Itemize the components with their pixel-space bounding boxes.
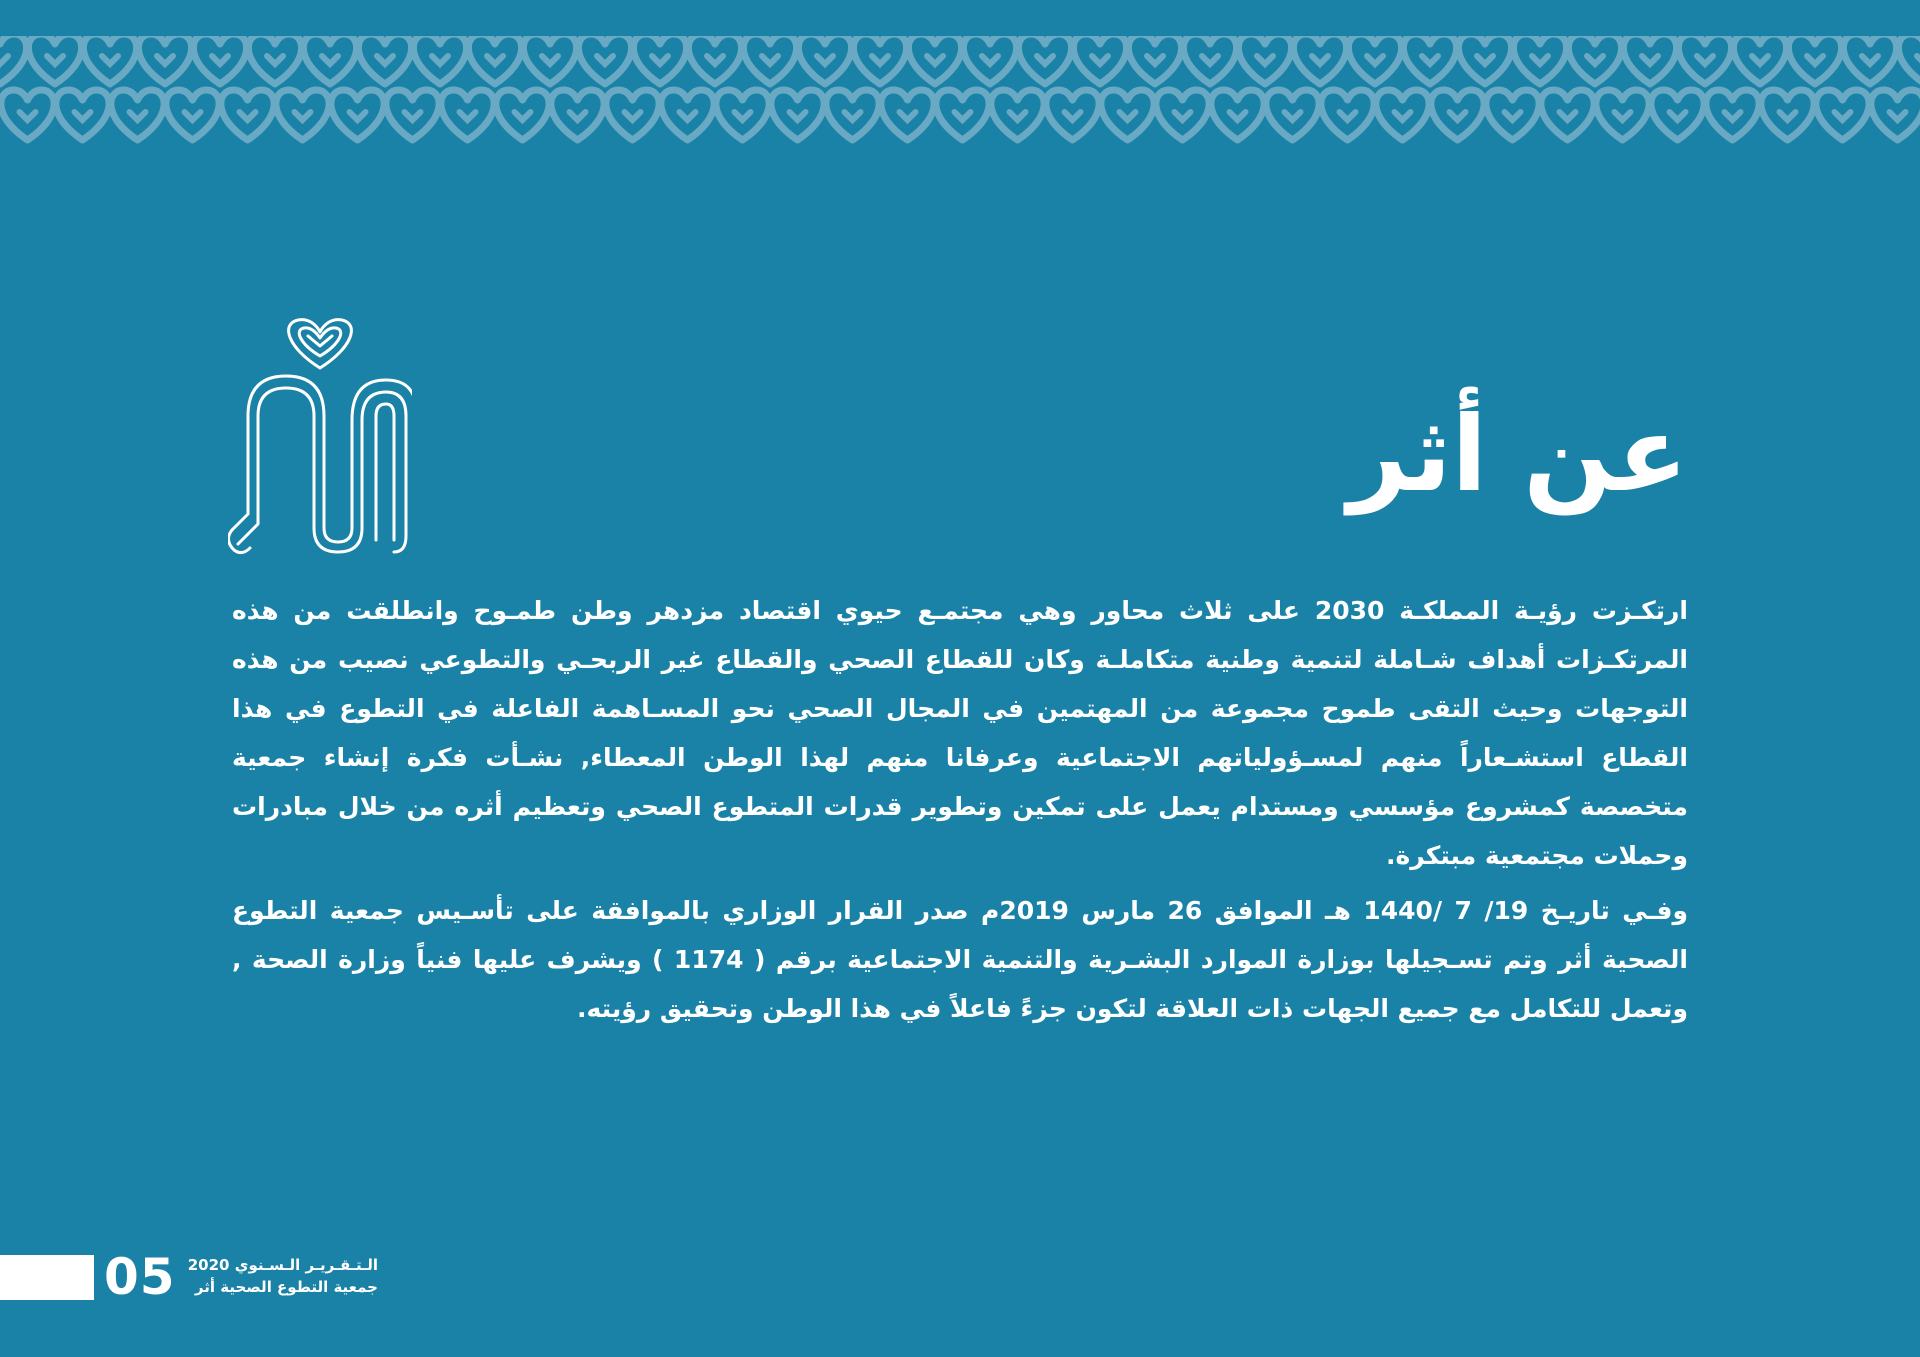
pattern-chevron xyxy=(790,112,806,120)
pattern-heart xyxy=(1706,90,1759,140)
pattern-chevron xyxy=(817,56,833,64)
pattern-chevron xyxy=(212,56,228,64)
pattern-chevron xyxy=(1092,56,1108,64)
pattern-heart xyxy=(386,90,439,140)
pattern-heart xyxy=(1816,90,1869,140)
pattern-heart xyxy=(1,90,54,140)
pattern-chevron xyxy=(1615,112,1631,120)
pattern-chevron xyxy=(1862,56,1878,64)
pattern-chevron xyxy=(295,112,311,120)
pattern-heart xyxy=(1046,90,1099,140)
about-body xyxy=(232,586,1688,1039)
pattern-heart xyxy=(1486,90,1539,140)
pattern-chevron xyxy=(597,56,613,64)
pattern-heart xyxy=(936,90,989,140)
page-title: عن أثر xyxy=(1347,393,1688,515)
pattern-chevron xyxy=(570,112,586,120)
pattern-heart xyxy=(881,90,934,140)
paragraph-founding: وفـي تاريـخ 19/ 7 /1440 هـ الموافق 26 مارس 2019م صدر القرار الوزاري بالموافقة على تأسـيس جمعية التطوع الصحية أثر وتم تسـجيلها بوزارة الموارد البشـرية والتنمية الاجتماعية برقم ( 1174 ) ويشرف عليها فنياً وزارة الصحة , وتعمل للتكامل مع جميع الجهات ذات العلاقة لتكون جزءً فاعلاً في هذا الوطن وتحقيق رؤيته. xyxy=(232,896,1688,1023)
pattern-chevron xyxy=(1010,112,1026,120)
pattern-chevron xyxy=(1505,112,1521,120)
pattern-chevron xyxy=(625,112,641,120)
pattern-heart xyxy=(276,90,329,140)
pattern-chevron xyxy=(1532,56,1548,64)
pattern-chevron xyxy=(1670,112,1686,120)
pattern-heart xyxy=(826,90,879,140)
pattern-chevron xyxy=(1230,112,1246,120)
pattern-chevron xyxy=(982,56,998,64)
pattern-heart xyxy=(1101,90,1154,140)
pattern-chevron xyxy=(1147,56,1163,64)
pattern-chevron xyxy=(1257,56,1273,64)
pattern-heart xyxy=(1596,90,1649,140)
pattern-heart xyxy=(166,90,219,140)
pattern-chevron xyxy=(680,112,696,120)
pattern-chevron xyxy=(432,56,448,64)
footer-bar xyxy=(0,1255,94,1300)
pattern-chevron xyxy=(1642,56,1658,64)
pattern-heart xyxy=(1761,90,1814,140)
pattern-heart xyxy=(56,90,109,140)
pattern-chevron xyxy=(927,56,943,64)
pattern-chevron xyxy=(350,112,366,120)
pattern-chevron xyxy=(1120,112,1136,120)
pattern-chevron xyxy=(735,112,751,120)
pattern-chevron xyxy=(542,56,558,64)
org-name: جمعية التطوع الصحية أثر xyxy=(194,1278,378,1296)
pattern-chevron xyxy=(1835,112,1851,120)
pattern-chevron xyxy=(1725,112,1741,120)
pattern-chevron xyxy=(1587,56,1603,64)
pattern-chevron xyxy=(130,112,146,120)
pattern-heart xyxy=(1211,90,1264,140)
pattern-chevron xyxy=(1312,56,1328,64)
heart-chevron-pattern-icon xyxy=(0,36,1920,146)
pattern-heart xyxy=(1321,90,1374,140)
pattern-chevron xyxy=(707,56,723,64)
pattern-chevron xyxy=(1037,56,1053,64)
pattern-heart xyxy=(1431,90,1484,140)
pattern-chevron xyxy=(405,112,421,120)
pattern-chevron xyxy=(1807,56,1823,64)
pattern-chevron xyxy=(1890,112,1906,120)
pattern-chevron xyxy=(1202,56,1218,64)
pattern-chevron xyxy=(1477,56,1493,64)
pattern-heart xyxy=(771,90,824,140)
pattern-chevron xyxy=(157,56,173,64)
pattern-chevron xyxy=(762,56,778,64)
pattern-chevron xyxy=(1780,112,1796,120)
pattern-chevron xyxy=(1422,56,1438,64)
pattern-heart xyxy=(1541,90,1594,140)
pattern-heart xyxy=(331,90,384,140)
pattern-chevron xyxy=(47,56,63,64)
pattern-heart xyxy=(111,90,164,140)
pattern-chevron xyxy=(515,112,531,120)
pattern-chevron xyxy=(955,112,971,120)
pattern-chevron xyxy=(1340,112,1356,120)
pattern-chevron xyxy=(1065,112,1081,120)
pattern-heart xyxy=(551,90,604,140)
pattern-chevron xyxy=(377,56,393,64)
pattern-chevron xyxy=(872,56,888,64)
pattern-chevron xyxy=(460,112,476,120)
report-title: الـتـقـريـر الـسـنوي 2020 xyxy=(187,1256,378,1274)
pattern-chevron xyxy=(0,56,8,64)
pattern-heart xyxy=(441,90,494,140)
pattern-chevron xyxy=(1285,112,1301,120)
pattern-chevron xyxy=(1175,112,1191,120)
pattern-chevron xyxy=(1450,112,1466,120)
pattern-chevron xyxy=(240,112,256,120)
pattern-chevron xyxy=(267,56,283,64)
page-number: 05 xyxy=(104,1248,176,1306)
pattern-chevron xyxy=(322,56,338,64)
pattern-heart xyxy=(1156,90,1209,140)
pattern-chevron xyxy=(102,56,118,64)
pattern-chevron xyxy=(652,56,668,64)
athar-logo-icon xyxy=(228,316,412,556)
pattern-heart xyxy=(661,90,714,140)
pattern-heart xyxy=(716,90,769,140)
pattern-chevron xyxy=(1367,56,1383,64)
pattern-heart xyxy=(1651,90,1704,140)
pattern-chevron xyxy=(1560,112,1576,120)
pattern-chevron xyxy=(1752,56,1768,64)
pattern-heart xyxy=(221,90,274,140)
pattern-heart xyxy=(496,90,549,140)
pattern-heart xyxy=(1376,90,1429,140)
pattern-chevron xyxy=(900,112,916,120)
pattern-chevron xyxy=(75,112,91,120)
pattern-chevron xyxy=(1395,112,1411,120)
pattern-chevron xyxy=(487,56,503,64)
footer-text xyxy=(178,1254,378,1298)
pattern-chevron xyxy=(1697,56,1713,64)
paragraph-vision: ارتكـزت رؤيـة المملكـة 2030 على ثلاث محاور وهي مجتمـع حيوي اقتصاد مزدهر وطن طمـوح وانطلقت من هذه المرتكـزات أهداف شـاملة لتنمية وطنية متكاملـة وكان للقطاع الصحي والقطاع غير الربحـي والتطوعي نصيب من هذه التوجهات وحيث التقى طموح مجموعة من المهتمين في المجال الصحي نحو المسـاهمة الفاعلة في التطوع في هذا القطاع استشـعاراً منهم لمسـؤولياتهم الاجتماعية وعرفانا منهم لهذا الوطن المعطاء, نشـأت فكرة إنشاء جمعية متخصصة كمشروع مؤسسي ومستدام يعمل على تمكين وتطوير قدرات المتطوع الصحي وتعظيم أثره من خلال مبادرات وحملات مجتمعية مبتكرة. xyxy=(232,596,1688,870)
pattern-heart xyxy=(1266,90,1319,140)
pattern-chevron xyxy=(185,112,201,120)
pattern-chevron xyxy=(845,112,861,120)
pattern-heart xyxy=(991,90,1044,140)
pattern-heart xyxy=(606,90,659,140)
pattern-chevron xyxy=(20,112,36,120)
